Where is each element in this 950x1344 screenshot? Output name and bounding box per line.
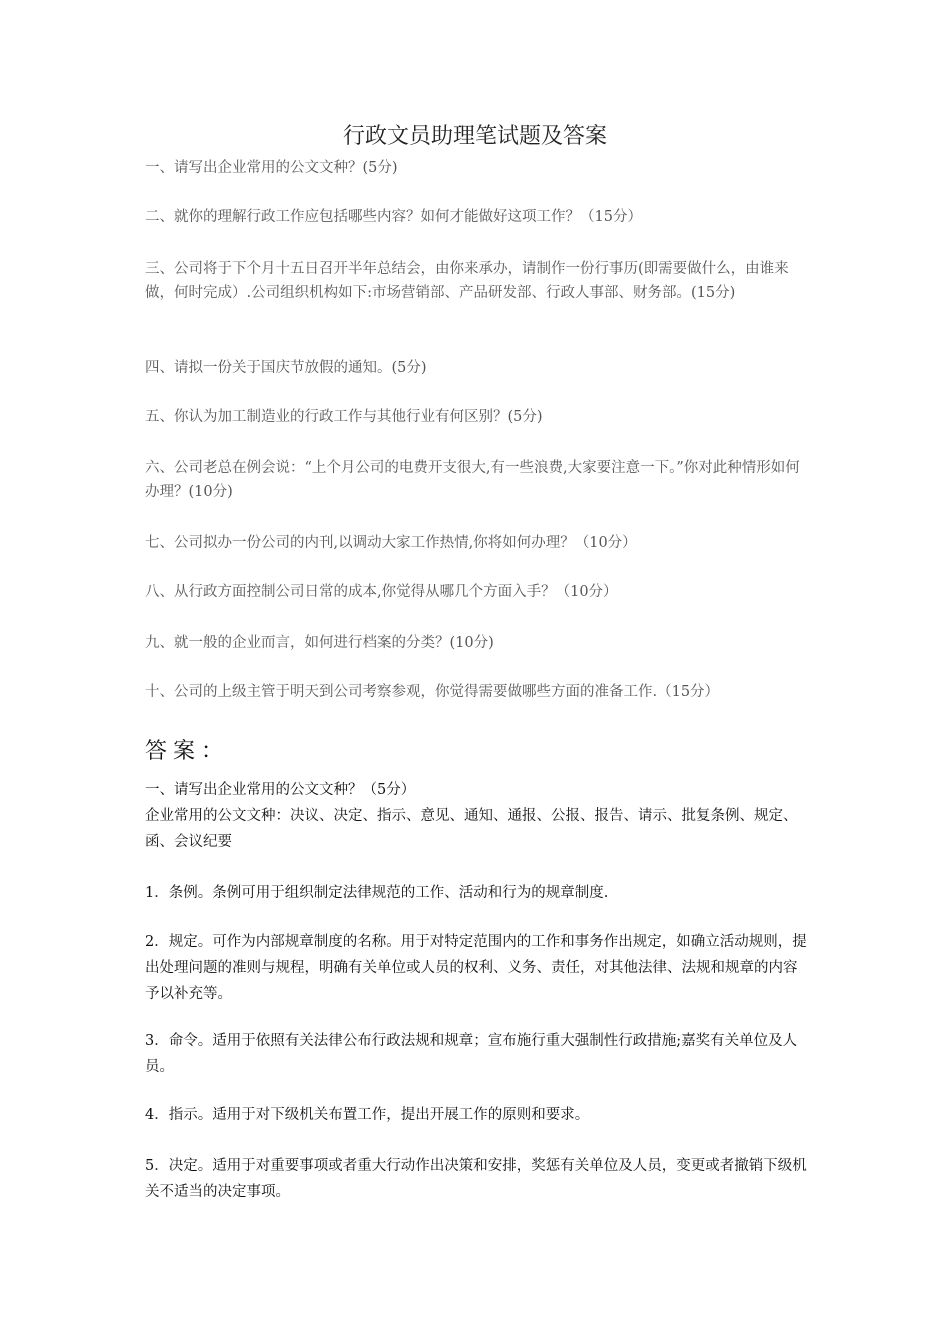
question-2: 二、就你的理解行政工作应包括哪些内容？如何才能做好这项工作？（15分） [145,209,642,225]
question-5: 五、你认为加工制造业的行政工作与其他行业有何区别？(5分) [145,409,543,425]
answer-item-1: 1．条例。条例可用于组织制定法律规范的工作、活动和行为的规章制度. [145,885,609,901]
question-3: 三、公司将于下个月十五日召开半年总结会，由你来承办，请制作一份行事历(即需要做什么，由谁来做，何时完成）.公司组织机构如下:市场营销部、产品研发部、行政人事部、财务部。(15分) [145,261,789,301]
question-4: 四、请拟一份关于国庆节放假的通知。(5分) [145,360,427,376]
answer-item-3: 3．命令。适用于依照有关法律公布行政法规和规章；宣布施行重大强制性行政措施;嘉奖有关单位及人员。 [145,1033,798,1075]
document-title: 行政文员助理笔试题及答案 [342,124,607,149]
answer-item-4: 4．指示。适用于对下级机关布置工作，提出开展工作的原则和要求。 [145,1107,590,1123]
question-8: 八、从行政方面控制公司日常的成本,你觉得从哪几个方面入手？（10分） [145,584,618,600]
answer-1-intro: 一、请写出企业常用的公文文种？（5分） 企业常用的公文文种：决议、决定、指示、意见、通知、通报、公报、报告、请示、批复条例、规定、函、会议纪要 [145,782,798,850]
answer-item-5: 5．决定。适用于对重要事项或者重大行动作出决策和安排，奖惩有关单位及人员，变更或者撤销下级机关不适当的决定事项。 [145,1158,807,1200]
question-1: 一、请写出企业常用的公文文种？(5分) [145,160,398,176]
question-9: 九、就一般的企业而言，如何进行档案的分类？(10分) [145,635,494,651]
question-7: 七、公司拟办一份公司的内刊,以调动大家工作热情,你将如何办理？（10分） [145,535,637,551]
answer-item-2: 2．规定。可作为内部规章制度的名称。用于对特定范围内的工作和事务作出规定，如确立活动规则，提出处理问题的准则与规程，明确有关单位或人员的权利、义务、责任，对其他法律、法规和规章的内容予以补充等。 [145,934,807,1002]
question-10: 十、公司的上级主管于明天到公司考察参观，你觉得需要做哪些方面的准备工作.（15分） [145,684,720,700]
question-6: 六、公司老总在例会说：“上个月公司的电费开支很大,有一些浪费,大家要注意一下。”你对此种情形如何办理？(10分) [145,460,800,500]
answers-heading: 答案： [145,739,230,764]
